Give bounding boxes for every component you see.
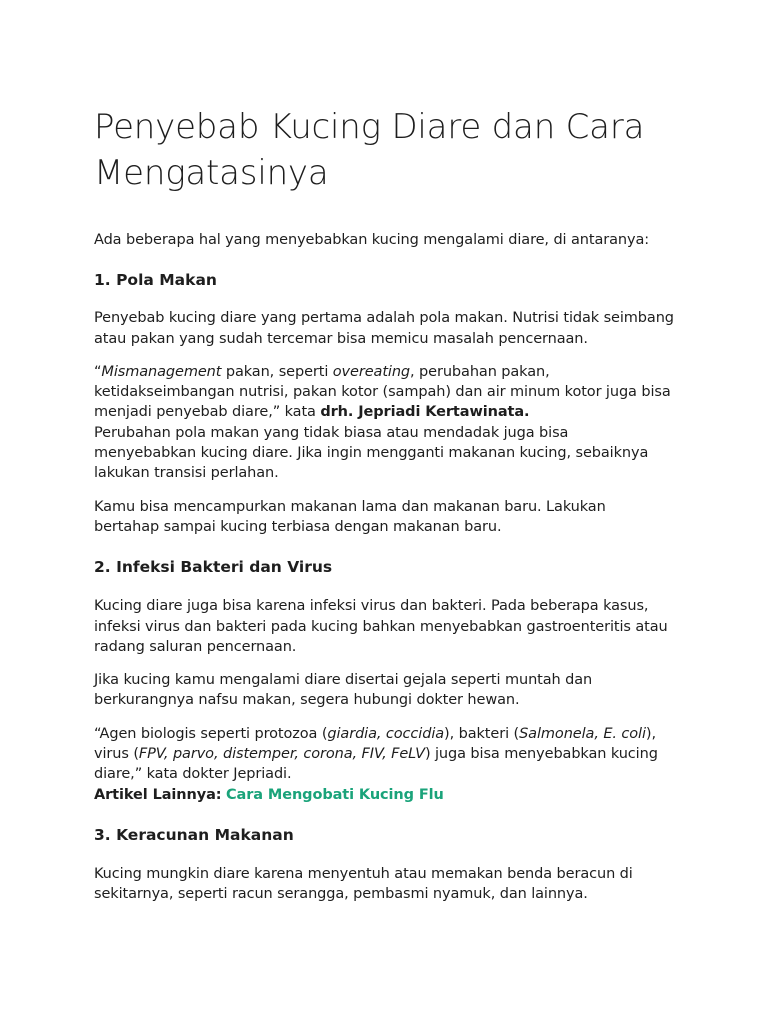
section-heading-pola-makan: 1. Pola Makan	[94, 271, 217, 290]
quote-author: drh. Jepriadi Kertawinata.	[320, 404, 530, 421]
infeksi-quote-text-3: ), virus (	[94, 725, 656, 763]
related-article-link[interactable]: Cara Mengobati Kucing Flu	[225, 786, 444, 803]
pola-makan-quote	[94, 362, 674, 484]
infeksi-quote-text-1: “Agen biologis seperti protozoa (	[94, 725, 328, 742]
article-title: Penyebab Kucing Diare dan Cara Mengatasinya	[94, 107, 645, 193]
infeksi-paragraph-1: Kucing diare juga bisa karena infeksi virus dan bakteri. Pada beberapa kasus, infeksi virus dan bakteri pada kucing bahkan menyebabkan gastroenteritis atau radang saluran pencernaan.	[94, 598, 668, 655]
section-heading-keracunan: 3. Keracunan Makanan	[94, 825, 294, 844]
section-heading-infeksi: 2. Infeksi Bakteri dan Virus	[94, 558, 333, 577]
infeksi-quote-bakteri: Salmonela, E. coli	[519, 725, 646, 742]
intro-paragraph: Ada beberapa hal yang menyebabkan kucing mengalami diare, di antaranya:	[94, 232, 650, 248]
infeksi-paragraph-2: Jika kucing kamu mengalami diare disertai gejala seperti muntah dan berkurangnya nafsu makan, segera hubungi dokter hewan.	[94, 672, 593, 709]
infeksi-quote-virus: FPV, parvo, distemper, corona, FIV, FeLV	[138, 746, 425, 763]
related-article-label: Artikel Lainnya:	[94, 786, 222, 803]
infeksi-quote-text-2: ), bakteri (	[444, 725, 520, 742]
quote-text-2: , perubahan pakan, ketidakseimbangan nutrisi, pakan kotor (sampah) dan air minum kotor juga bisa menjadi penyebab diare,” kata	[94, 363, 671, 421]
keracunan-paragraph-1: Kucing mungkin diare karena menyentuh atau memakan benda beracun di sekitarnya, seperti racun serangga, pembasmi nyamuk, dan lainnya.	[94, 865, 633, 903]
pola-makan-paragraph-1: Penyebab kucing diare yang pertama adalah pola makan. Nutrisi tidak seimbang atau pakan yang sudah tercemar bisa memicu masalah pencernaan.	[94, 310, 674, 347]
quote-open-mark: “	[94, 363, 102, 380]
infeksi-quote-text-4: ) juga bisa menyebabkan kucing diare,” kata dokter Jepriadi.	[94, 746, 658, 783]
quote-term-mismanagement: Mismanagement	[101, 363, 222, 380]
quote-text-1: pakan, seperti	[221, 363, 333, 380]
infeksi-quote-protozoa: giardia, coccidia	[327, 725, 445, 742]
pola-makan-paragraph-3: Kamu bisa mencampurkan makanan lama dan makanan baru. Lakukan bertahap sampai kucing terbiasa dengan makanan baru.	[94, 498, 606, 535]
quote-term-overeating: overeating	[332, 363, 411, 380]
pola-makan-paragraph-2: Perubahan pola makan yang tidak biasa atau mendadak juga bisa menyebabkan kucing diare. Jika ingin mengganti makanan kucing, sebaiknya lakukan transisi perlahan.	[94, 424, 649, 482]
infeksi-quote	[94, 724, 674, 805]
